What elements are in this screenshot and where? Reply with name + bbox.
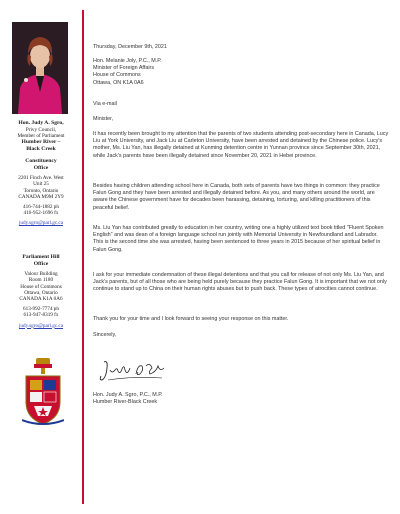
email-link[interactable]: judy.sgro@parl.gc.ca: [18, 220, 64, 227]
recipient-line: Ottawa, ON K1A 0A6: [93, 79, 144, 86]
riding-name: Humber River –: [21, 139, 61, 145]
riding-name: Black Creek: [26, 145, 56, 152]
recipient-line: Hon. Melanie Joly, P.C., M.P.: [93, 58, 162, 64]
house-of-commons-crest-icon: [22, 358, 64, 428]
closing: Sincerely,: [93, 332, 117, 338]
mp-name: Hon. Judy A. Sgro,: [18, 120, 64, 126]
signer-line: Humber River-Black Creek: [93, 399, 158, 406]
signature-image: [98, 358, 168, 384]
constituency-office-block: [0, 158, 82, 227]
address-line: 2201 Finch Ave. West: [18, 175, 64, 182]
recipient-address: [93, 58, 389, 87]
address-line: Toronto, Ontario: [23, 187, 59, 194]
recipient-line: Minister of Foreign Affairs: [93, 65, 155, 72]
constituency-heading: Constituency: [25, 158, 57, 164]
sidebar: [0, 0, 82, 514]
fax-number: 416-952-1696 fx: [23, 210, 59, 217]
address-line: Ottawa, Ontario: [24, 289, 58, 296]
phone-number: 416-744-1882 ph: [23, 204, 59, 210]
address-line: CANADA M9M 2Y9: [18, 193, 64, 200]
portrait-photo: [12, 22, 68, 114]
parliament-heading: Parliament Hill: [22, 254, 60, 260]
signer-block: [93, 392, 389, 406]
parliament-office-block: [0, 254, 82, 329]
address-line: House of Commons: [20, 283, 62, 290]
divider-rule: [82, 10, 84, 504]
fax-number: 613-947-8319 fx: [23, 312, 59, 319]
recipient-line: House of Commons: [93, 72, 141, 79]
mp-title-line: Privy Council,: [25, 126, 57, 133]
address-line: Valour Building: [24, 271, 58, 278]
paragraph-5: Thank you for your time and I look forward to seeing your response on this matter.: [93, 316, 289, 322]
signer-line: Hon. Judy A. Sgro, P.C., M.P.: [93, 392, 163, 398]
paragraph-1: It has recently been brought to my attention that the parents of two students attending post-secondary here in Canada, Lucy Liu at York University, and Jack Liu at Carleton University, have been arrested and detained by the Chinese police. Lucy's mother, Ms. Liu Yan, has illegally detained at Kunming detention centre in Yunnan province since September 30th, 2021, while Jack's parents have been illegally detained since November 20, 2021 in Hebei province.: [93, 131, 389, 159]
mp-name-block: [0, 120, 82, 152]
delivery-method: Via e-mail: [93, 101, 117, 107]
mp-title-line: Member of Parliament: [17, 132, 65, 139]
parliament-heading: Office: [33, 260, 49, 267]
address-line: Room 1180: [28, 277, 54, 284]
paragraph-4: I ask for your immediate condemnation of these illegal detentions and that you call for release of not only Ms. Liu Yan, and Jack's parents, but of all those who are being held purely because they practice Falun Gong. It is important that we not only continue to stand up to China on their human rights abuses but to push back. These types of atrocities cannot continue.: [93, 272, 387, 293]
paragraph-2: Besides having children attending school here in Canada, both sets of parents have two things in common: they practice Falun Gong and they have been arrested and illegally detained before. As you, and many others around the world, are aware the Chinese government have for decades been harassing, detaining, torturing, and killing practitioners of this peaceful belief.: [93, 183, 380, 211]
phone-number: 613-992-7774 ph: [23, 306, 59, 313]
email-link[interactable]: judy.sgro@parl.gc.ca: [18, 322, 64, 329]
letter-date: Thursday, December 9th, 2021: [93, 44, 167, 50]
address-line: Unit 25: [33, 181, 49, 188]
constituency-heading: Office: [33, 164, 49, 171]
address-line: CANADA K1A 0A6: [19, 296, 63, 302]
paragraph-3: Ms. Liu Yan has contributed greatly to education in her country, writing one a highly utilized text book titled "Fluent Spoken English" and was dean of a foreign language school run jointly with Memorial University in Newfoundland and Labrador. This is the second time she was arrested, having been sentenced to three years in 2015 because of her spiritual belief in Falun Gong.: [93, 225, 384, 253]
salutation: Minister,: [93, 116, 114, 122]
